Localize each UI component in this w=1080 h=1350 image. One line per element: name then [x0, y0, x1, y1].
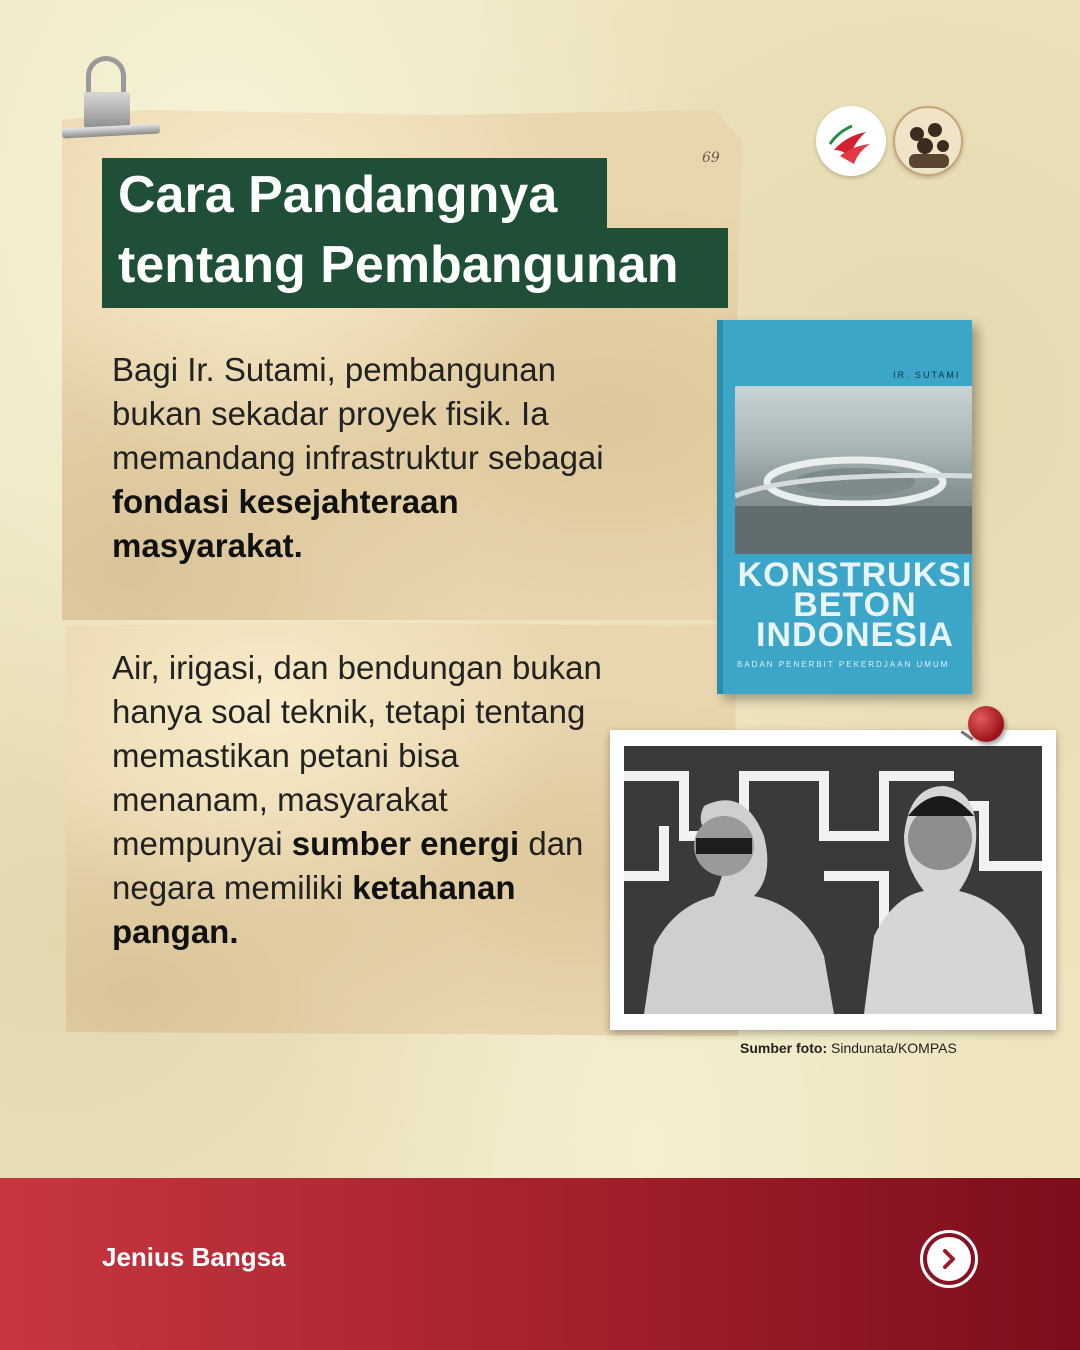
brand-name: Jenius Bangsa	[102, 1242, 286, 1272]
paragraph-development-view: Bagi Ir. Sutami, pembangunan bukan sekadar proyek fisik. Ia memandang infrastruktur sebagai fondasi kesejahteraan masyarakat.	[112, 351, 604, 564]
historical-photo	[624, 746, 1042, 1014]
book-title: KONSTRUKSI BETON INDONESIA	[737, 556, 972, 654]
bold-phrase: fondasi kesejahteraan masyarakat.	[112, 483, 459, 564]
chevron-right-icon	[937, 1247, 961, 1271]
photo-credit: Sumber foto: Sindunata/KOMPAS	[740, 1040, 957, 1056]
book-cover	[717, 320, 972, 694]
next-button[interactable]	[920, 1230, 978, 1288]
bold-phrase: ketahanan pangan.	[112, 869, 516, 950]
book-publisher: BADAN PENERBIT PEKERDJAAN UMUM	[737, 660, 950, 669]
photo-frame	[610, 730, 1056, 1030]
paper-note: 69	[702, 150, 720, 166]
bold-phrase: sumber energi	[291, 825, 520, 862]
binder-clip-icon	[62, 56, 160, 138]
book-author: IR. SUTAMI	[893, 370, 961, 380]
book-cover-photo	[735, 386, 972, 554]
pusaka-indonesia-logo	[816, 106, 886, 176]
paragraph-water-irrigation: Air, irigasi, dan bendungan bukan hanya soal teknik, tetapi tentang memastikan petani bisa menanam, masyarakat mempunyai sumber energi dan negara memiliki ketahanan pangan.	[112, 649, 602, 950]
page-title-line2: tentang Pembangunan	[102, 228, 728, 308]
page-title-line1: Cara Pandangnya	[102, 158, 607, 234]
group-portrait-logo	[893, 106, 963, 176]
pushpin-icon	[968, 706, 1004, 742]
